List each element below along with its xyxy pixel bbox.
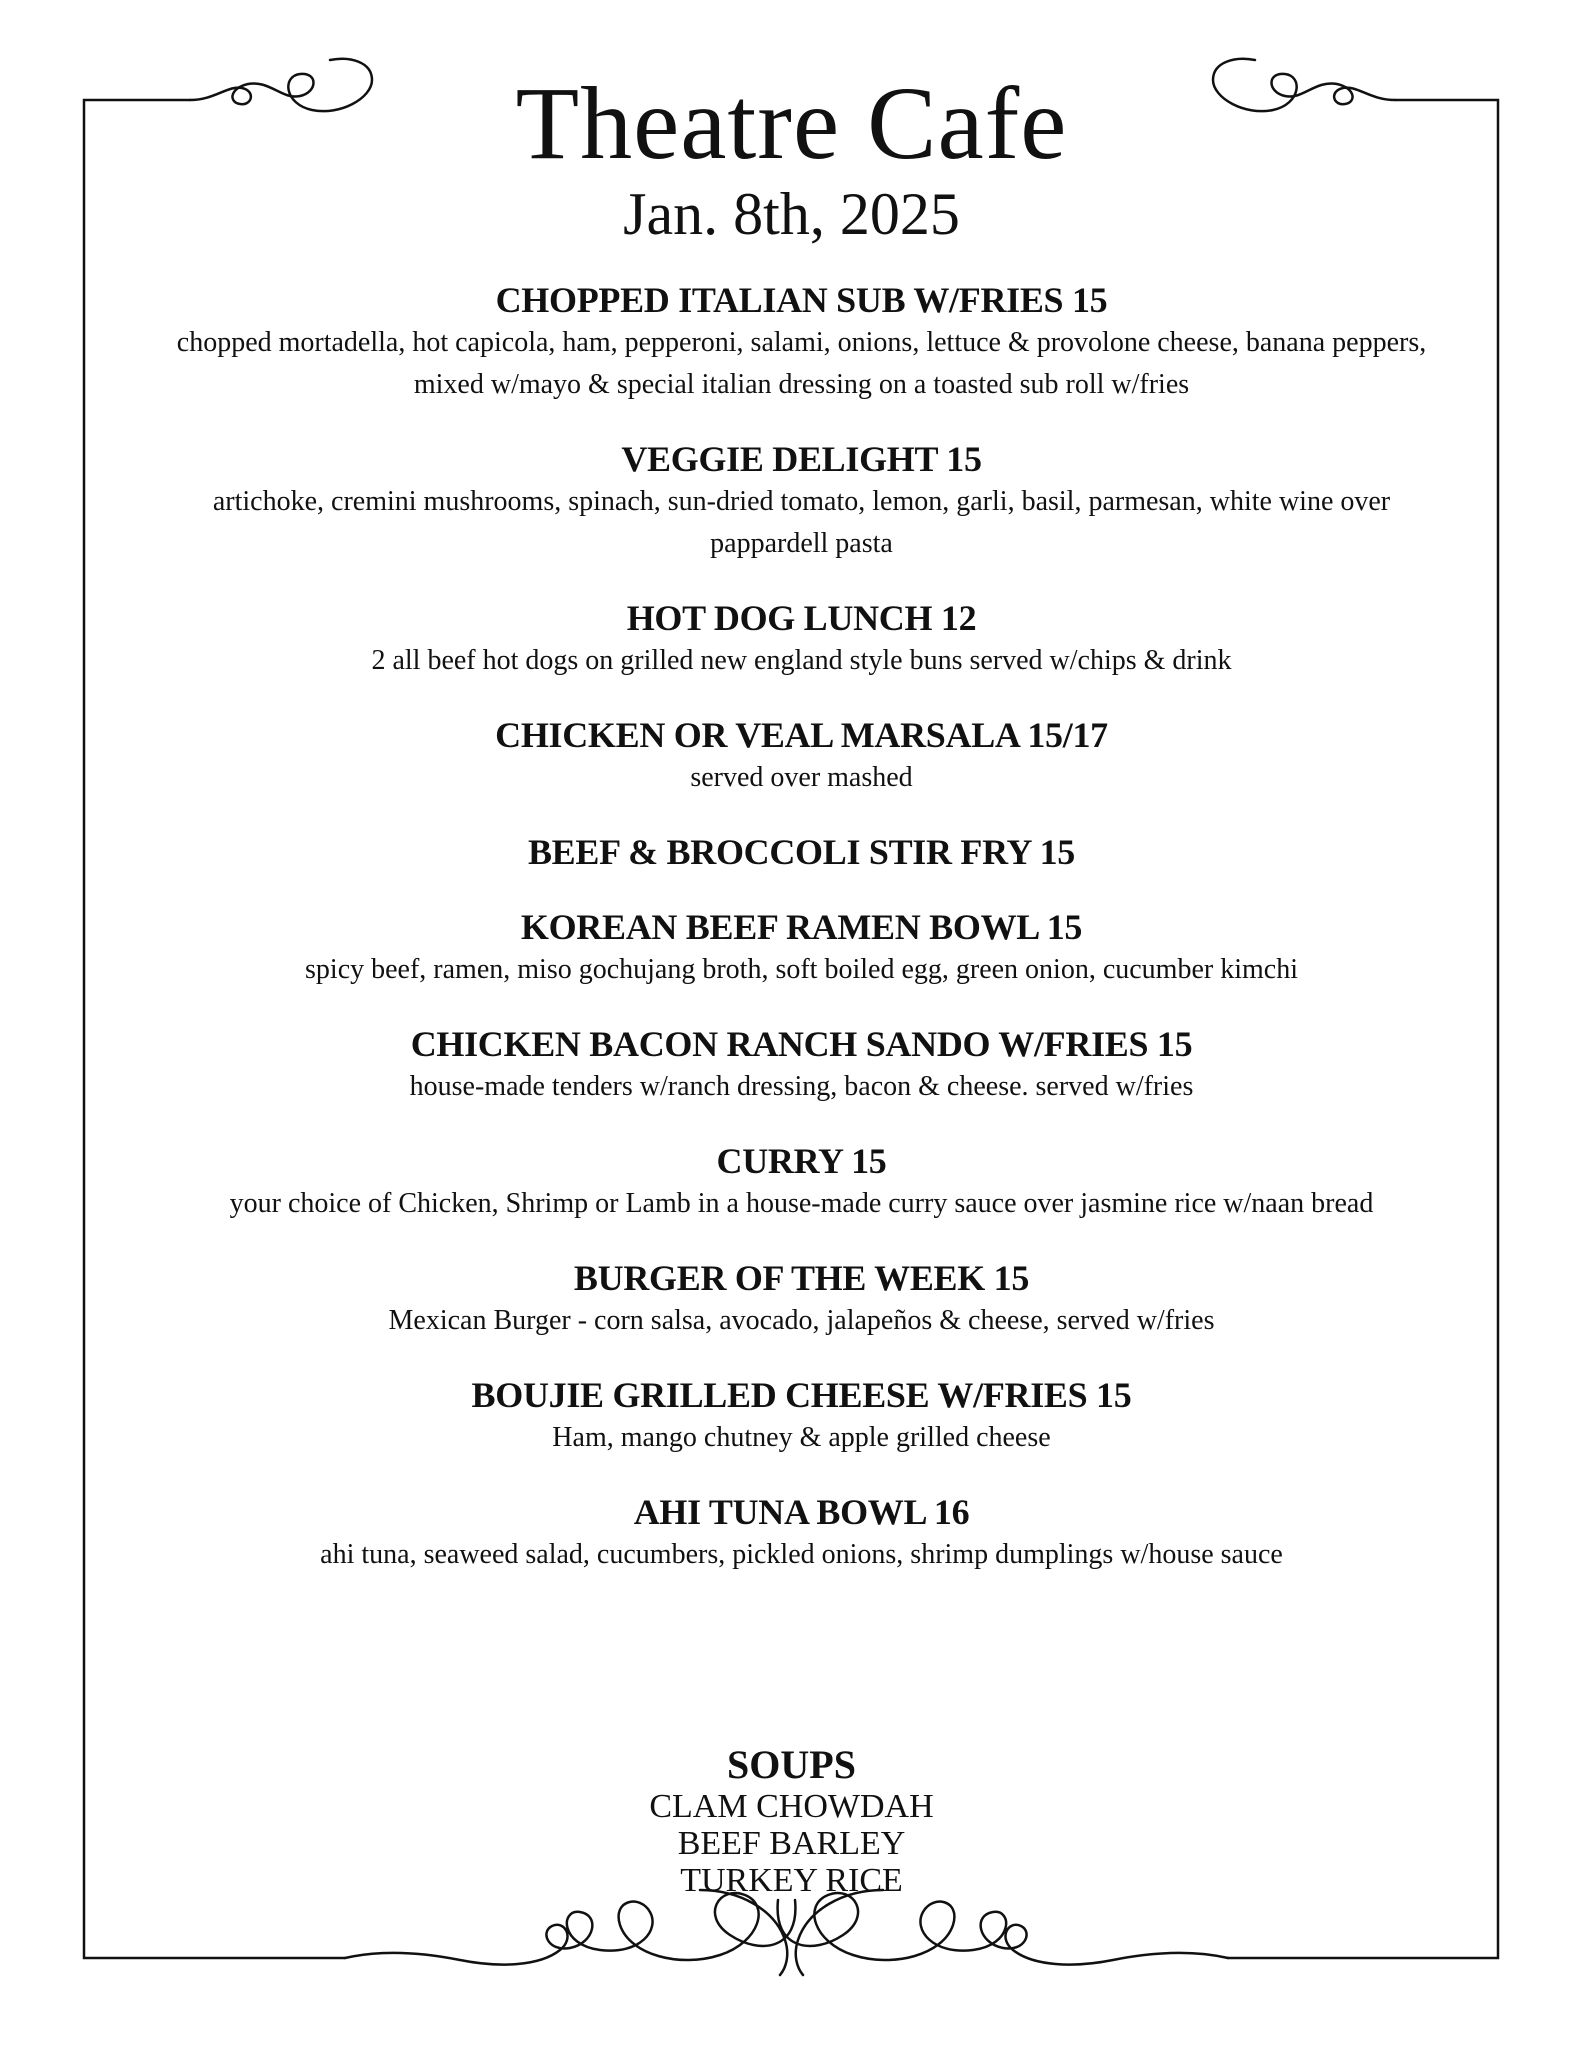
menu-item bbox=[160, 1139, 1443, 1225]
menu-item bbox=[160, 1490, 1443, 1576]
menu-item bbox=[160, 1022, 1443, 1108]
menu-item bbox=[160, 278, 1443, 406]
menu-item-description: house-made tenders w/ranch dressing, bacon & cheese. served w/fries bbox=[409, 1071, 1194, 1102]
menu-item bbox=[160, 713, 1443, 799]
menu-item-description: Ham, mango chutney & apple grilled cheese bbox=[552, 1422, 1051, 1453]
menu-item-description: artichoke, cremini mushrooms, spinach, sun-dried tomato, lemon, garli, basil, parmesan, white wine over pappardell pasta bbox=[212, 486, 1391, 559]
bottom-flourish-left bbox=[345, 1893, 795, 1965]
menu-item bbox=[160, 1256, 1443, 1342]
menu-item-name: VEGGIE DELIGHT 15 bbox=[621, 439, 982, 479]
menu-item-name: BURGER OF THE WEEK 15 bbox=[573, 1258, 1030, 1298]
menu-item-name: KOREAN BEEF RAMEN BOWL 15 bbox=[520, 907, 1083, 947]
menu-item-name: BOUJIE GRILLED CHEESE W/FRIES 15 bbox=[471, 1375, 1132, 1415]
menu-item-description: chopped mortadella, hot capicola, ham, pepperoni, salami, onions, lettuce & provolone cheese, banana peppers, mixed w/mayo & special italian dressing on a toasted sub roll w/fries bbox=[176, 327, 1427, 400]
menu-item-name: CHOPPED ITALIAN SUB W/FRIES 15 bbox=[495, 280, 1108, 320]
menu-item-description: your choice of Chicken, Shrimp or Lamb in a house-made curry sauce over jasmine rice w/naan bread bbox=[229, 1188, 1374, 1219]
bottom-flourish-right bbox=[778, 1893, 1228, 1965]
menu-item-name: BEEF & BROCCOLI STIR FRY 15 bbox=[527, 832, 1076, 872]
menu-item bbox=[160, 830, 1443, 874]
menu-item-description: Mexican Burger - corn salsa, avocado, jalapeños & cheese, served w/fries bbox=[388, 1305, 1215, 1336]
soup-item: CLAM CHOWDAH bbox=[649, 1788, 934, 1825]
page-title: Theatre Cafe bbox=[515, 66, 1068, 181]
menu-item-description: spicy beef, ramen, miso gochujang broth, soft boiled egg, green onion, cucumber kimchi bbox=[305, 954, 1298, 985]
menu-item-name: AHI TUNA BOWL 16 bbox=[633, 1492, 970, 1532]
menu-item bbox=[160, 437, 1443, 565]
menu-item-description: ahi tuna, seaweed salad, cucumbers, pickled onions, shrimp dumplings w/house sauce bbox=[320, 1539, 1283, 1570]
soup-item: TURKEY RICE bbox=[680, 1862, 903, 1899]
menu-item-name: CHICKEN BACON RANCH SANDO W/FRIES 15 bbox=[410, 1024, 1193, 1064]
menu-item-description: served over mashed bbox=[690, 762, 913, 793]
menu-item-description: 2 all beef hot dogs on grilled new england style buns served w/chips & drink bbox=[371, 645, 1232, 676]
menu-list bbox=[160, 278, 1443, 1607]
menu-item bbox=[160, 596, 1443, 682]
soups-heading: SOUPS bbox=[727, 1742, 856, 1787]
soup-item: BEEF BARLEY bbox=[677, 1825, 906, 1862]
soups-section bbox=[0, 1742, 1583, 1899]
menu-item-name: CHICKEN OR VEAL MARSALA 15/17 bbox=[495, 715, 1108, 755]
menu-date: Jan. 8th, 2025 bbox=[623, 181, 960, 247]
menu-item-name: CURRY 15 bbox=[716, 1141, 887, 1181]
menu-item-name: HOT DOG LUNCH 12 bbox=[626, 598, 977, 638]
menu-item bbox=[160, 905, 1443, 991]
menu-item bbox=[160, 1373, 1443, 1459]
